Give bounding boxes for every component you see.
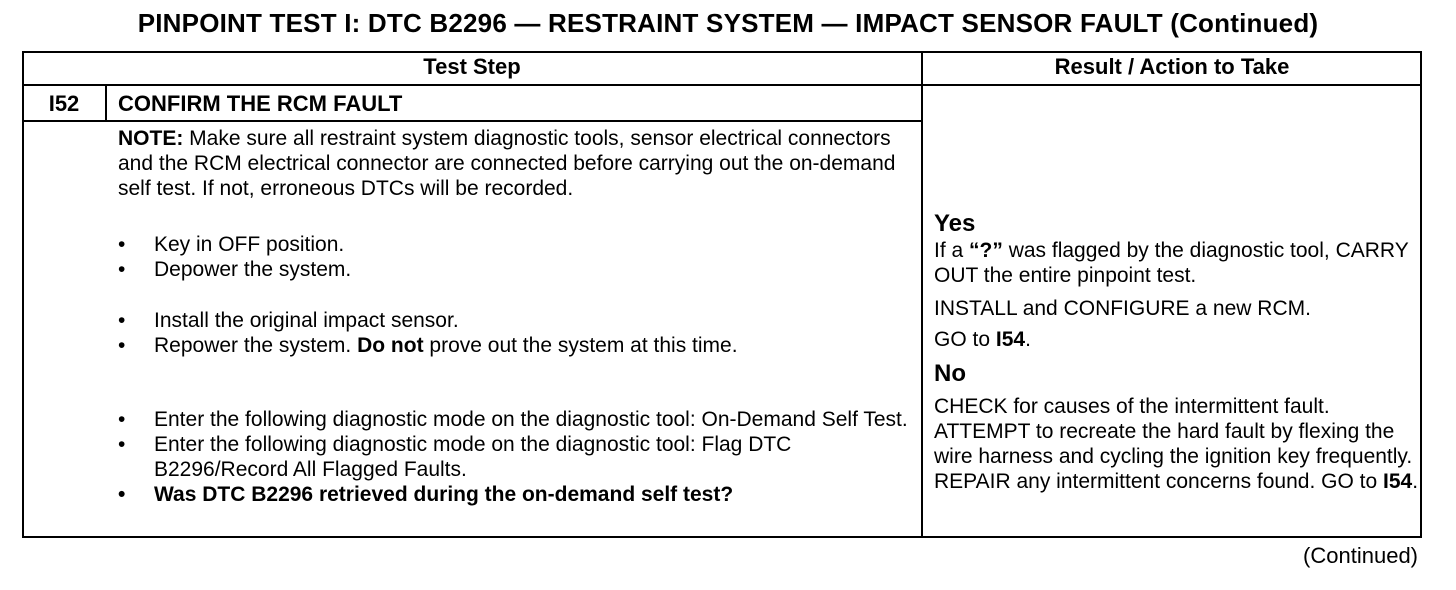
bullet-group-3 xyxy=(118,407,908,507)
yes-text-3-pre: GO to xyxy=(934,328,996,351)
header-test-step: Test Step xyxy=(423,54,521,79)
bullet-text: Key in OFF position. xyxy=(154,233,345,256)
yes-text-3-post: . xyxy=(1025,328,1031,351)
bullet-text: Depower the system. xyxy=(154,258,352,281)
no-text-post: . xyxy=(1412,470,1419,493)
column-divider xyxy=(921,51,923,538)
list-item: • Enter the following diagnostic mode on the diagnostic tool: On-Demand Self Test. xyxy=(118,408,908,431)
note-text: Make sure all restraint system diagnostic tools, sensor electrical connectors and the RCM electrical connector are connected before carrying out the on-demand self test. If not, erroneous DTCs will be recorded. xyxy=(118,127,896,200)
yes-text-3-bold: I54 xyxy=(995,328,1026,351)
bullet-post: prove out the system at this time. xyxy=(423,334,738,357)
list-item: • Enter the following diagnostic mode on the diagnostic tool: Flag DTC B2296/Record All Flagged Faults. xyxy=(118,433,792,481)
yes-text-2: INSTALL and CONFIGURE a new RCM. xyxy=(934,297,1311,320)
no-text-bold: I54 xyxy=(1382,470,1413,493)
continued-label: (Continued) xyxy=(1303,543,1418,568)
bullet-text: Install the original impact sensor. xyxy=(154,309,459,332)
result-no xyxy=(934,360,1419,494)
note-label: NOTE: xyxy=(118,127,184,150)
yes-text-1 xyxy=(934,238,1419,288)
yes-text-1-bold: “?” xyxy=(969,239,1003,262)
list-item: • Was DTC B2296 retrieved during the on-demand self test? xyxy=(118,483,734,506)
page-title: PINPOINT TEST I: DTC B2296 — RESTRAINT SYSTEM — IMPACT SENSOR FAULT (Continued) xyxy=(137,8,1319,38)
result-yes xyxy=(934,210,1419,352)
yes-text-1-pre: If a xyxy=(934,239,970,262)
no-label: No xyxy=(934,360,966,387)
list-item: • Key in OFF position. xyxy=(118,233,345,256)
no-text xyxy=(934,394,1419,494)
bullet-text: Enter the following diagnostic mode on the diagnostic tool: Flag DTC B2296/Record All Flagged Faults. xyxy=(154,433,792,481)
bullet-question: Was DTC B2296 retrieved during the on-demand self test? xyxy=(154,483,734,506)
step-number: I52 xyxy=(48,91,80,116)
bullet-group-1 xyxy=(118,232,908,282)
yes-label: Yes xyxy=(934,210,976,237)
list-item: • Depower the system. xyxy=(118,258,352,281)
bullet-group-2 xyxy=(118,308,908,358)
no-text-pre: CHECK for causes of the intermittent fault. ATTEMPT to recreate the hard fault by flexing the wire harness and cycling the ignition key frequently. REPAIR any intermittent concerns found. GO to xyxy=(934,395,1413,493)
step-title: CONFIRM THE RCM FAULT xyxy=(118,91,403,116)
yes-text-3 xyxy=(934,327,1419,352)
note-paragraph xyxy=(118,126,908,201)
bullet-bold: Do not xyxy=(357,334,424,357)
yes-text-1-post: was flagged by the diagnostic tool, CARRY OUT the entire pinpoint test. xyxy=(934,239,1409,287)
bullet-text: Enter the following diagnostic mode on the diagnostic tool: On-Demand Self Test. xyxy=(154,408,908,431)
list-item: • Install the original impact sensor. xyxy=(118,309,459,332)
bullet-pre: Repower the system. xyxy=(154,334,358,357)
header-result: Result / Action to Take xyxy=(1054,54,1290,79)
list-item: • Repower the system. Do not prove out the system at this time. xyxy=(118,334,738,357)
